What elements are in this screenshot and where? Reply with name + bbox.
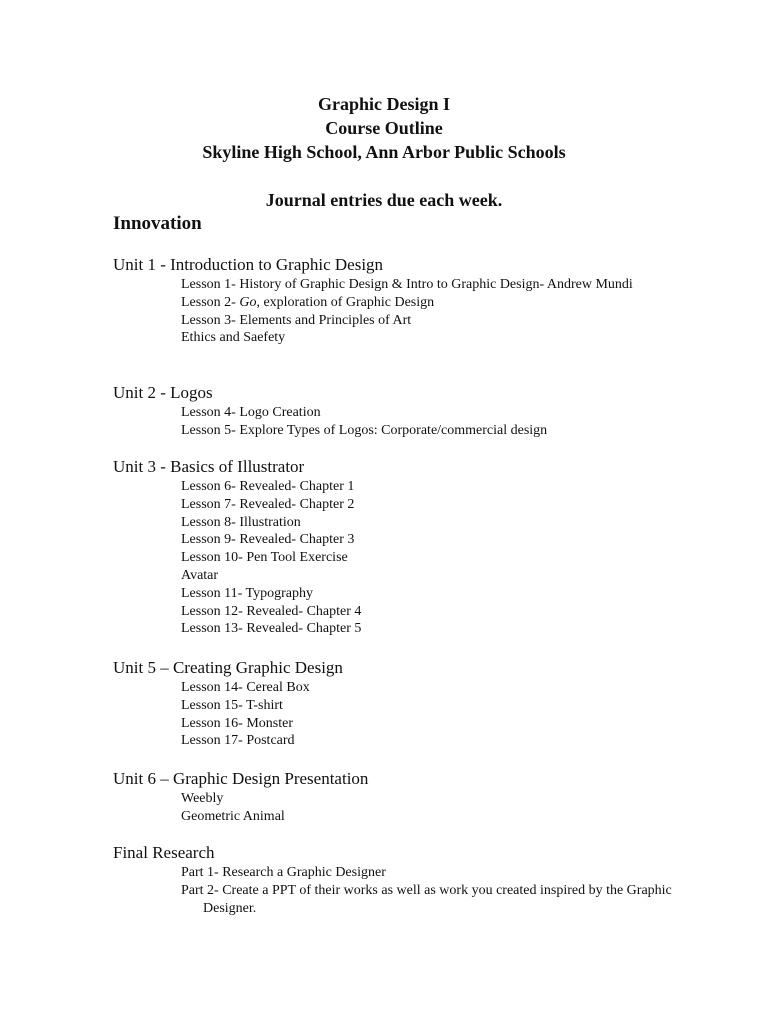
list-item: Lesson 5- Explore Types of Logos: Corporate/commercial design (181, 422, 548, 438)
list-item: Avatar (181, 567, 219, 583)
list-item: Lesson 7- Revealed- Chapter 2 (181, 496, 355, 512)
unit-6 (113, 768, 673, 826)
unit-title: Unit 3 - Basics of Illustrator (113, 457, 305, 476)
list-item: Lesson 6- Revealed- Chapter 1 (181, 479, 355, 494)
final-research (113, 842, 673, 917)
list-item: Lesson 9- Revealed- Chapter 3 (181, 532, 355, 548)
unit-5-items (113, 679, 673, 750)
list-item: Geometric Animal (181, 808, 285, 824)
unit-5 (113, 657, 673, 750)
unit-title: Unit 2 - Logos (113, 383, 213, 402)
unit-title: Unit 5 – Creating Graphic Design (113, 658, 343, 677)
list-item: Lesson 1- History of Graphic Design & Intro to Graphic Design- Andrew Mundi (181, 277, 633, 292)
list-item: Lesson 12- Revealed- Chapter 4 (181, 603, 362, 619)
unit-3-items (113, 478, 673, 638)
unit-6-items (113, 790, 673, 826)
unit-1 (113, 254, 673, 347)
list-item: Lesson 2- Go, exploration of Graphic Design (181, 294, 435, 310)
list-item: Lesson 8- Illustration (181, 514, 301, 530)
list-item: Lesson 13- Revealed- Chapter 5 (181, 621, 362, 637)
list-item: Weebly (181, 791, 224, 806)
document-title-block (0, 92, 768, 164)
list-item: Lesson 11- Typography (181, 585, 314, 601)
unit-2-items (113, 404, 673, 440)
document-subtitle: Course Outline (325, 118, 443, 138)
final-research-items (113, 864, 673, 917)
list-item: Part 1- Research a Graphic Designer (181, 865, 386, 880)
list-item: Lesson 3- Elements and Principles of Art (181, 312, 412, 328)
list-item: Lesson 15- T-shirt (181, 697, 283, 713)
list-item: Lesson 4- Logo Creation (181, 405, 321, 420)
document-title: Graphic Design I (317, 94, 450, 114)
unit-title: Unit 1 - Introduction to Graphic Design (113, 255, 384, 274)
school-name: Skyline High School, Ann Arbor Public Schools (202, 142, 566, 162)
list-item: Part 2- Create a PPT of their works as well as work you created inspired by the Graphic Designer. (181, 882, 672, 916)
unit-title: Unit 6 – Graphic Design Presentation (113, 769, 369, 788)
unit-title: Final Research (113, 843, 215, 862)
unit-2 (113, 382, 673, 440)
list-item: Ethics and Saefety (181, 330, 286, 346)
unit-1-items (113, 276, 673, 347)
journal-note: Journal entries due each week. (265, 190, 503, 210)
section-heading-innovation: Innovation (113, 213, 202, 234)
list-item: Lesson 10- Pen Tool Exercise (181, 550, 348, 566)
list-item: Lesson 17- Postcard (181, 733, 295, 749)
list-item: Lesson 14- Cereal Box (181, 680, 310, 695)
list-item: Lesson 16- Monster (181, 715, 293, 731)
unit-3 (113, 456, 673, 638)
